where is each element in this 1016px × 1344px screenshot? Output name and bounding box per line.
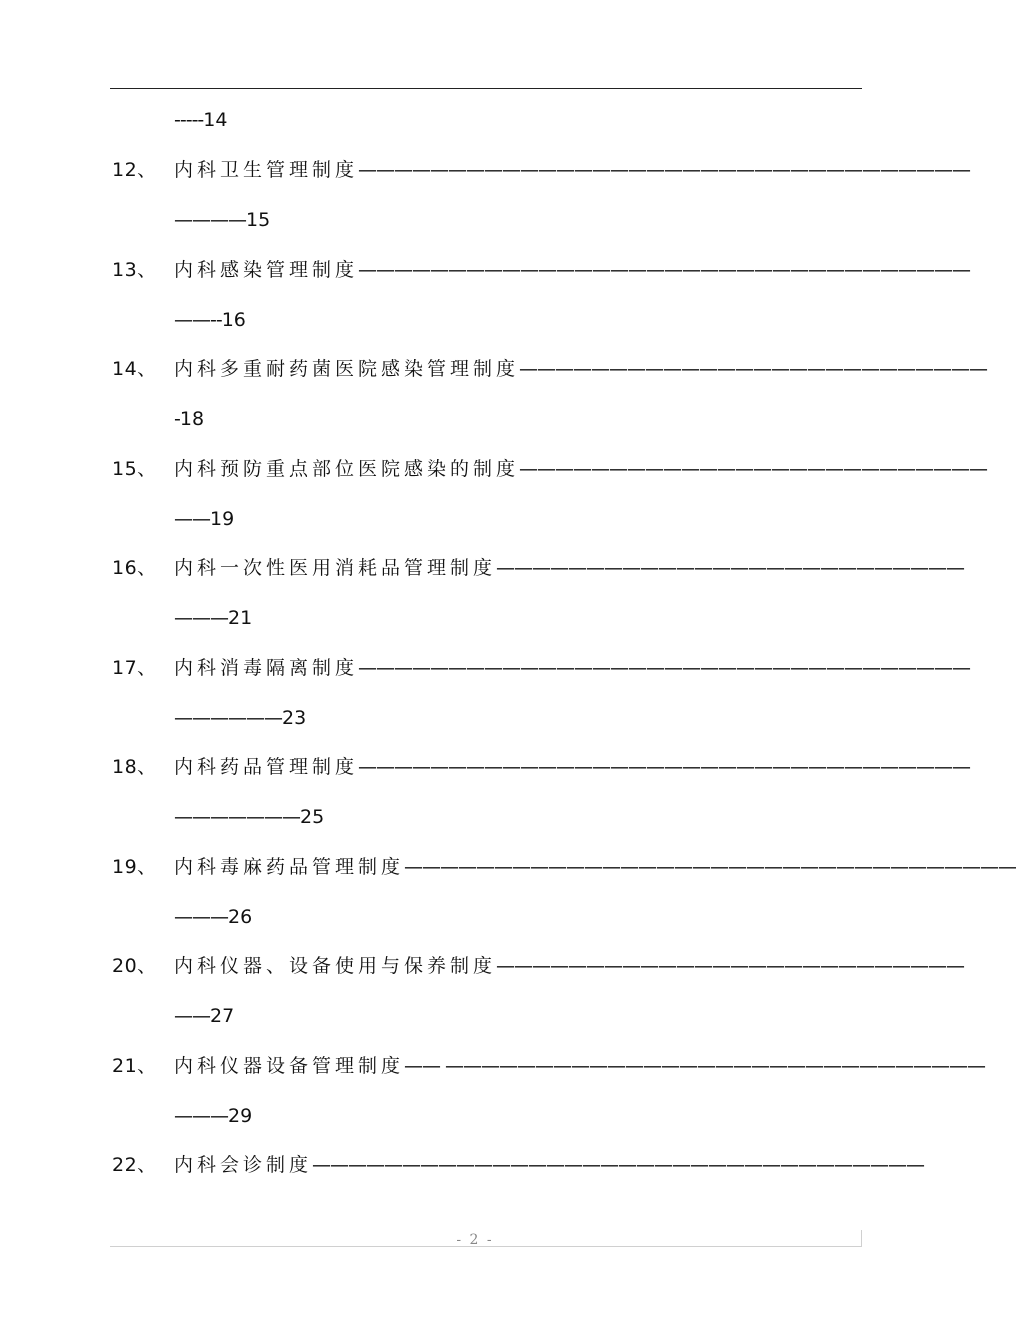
- toc-entry-number: 18、: [112, 756, 157, 778]
- toc-leader-dashes: ——————: [174, 707, 282, 729]
- toc-leader-dashes: ——————————————————————————————————: [358, 756, 971, 778]
- toc-leader-dashes: ———: [174, 1105, 228, 1127]
- toc-entry-number: 21、: [112, 1055, 157, 1077]
- page-number: - 2 -: [456, 1232, 494, 1248]
- toc-leader-dashes: ——————————————————————————————————: [358, 259, 971, 281]
- toc-leader-dashes: ———: [174, 607, 228, 629]
- toc-page-number: 19: [210, 508, 235, 530]
- toc-entry-title: 内科消毒隔离制度: [174, 657, 359, 679]
- toc-entry: [112, 357, 988, 381]
- toc-leader-dashes: ————: [174, 209, 246, 231]
- toc-entry-continuation: [174, 1004, 234, 1028]
- toc-entry-title: 内科一次性医用消耗品管理制度: [174, 557, 497, 579]
- toc-entry-title: 内科仪器设备管理制度: [174, 1055, 405, 1077]
- toc-entry: [112, 158, 971, 182]
- toc-page-number: 21: [228, 607, 253, 629]
- header-rule: [110, 88, 862, 89]
- toc-entry-continuation: [174, 407, 204, 431]
- toc-leader-dashes: ——————————————————————————: [496, 557, 965, 579]
- toc-entry-continuation: [174, 208, 270, 232]
- toc-entry-continuation: [174, 606, 252, 630]
- toc-page-number: 16: [221, 309, 246, 331]
- toc-page-number: 29: [228, 1105, 253, 1127]
- toc-entry-continuation: [174, 805, 324, 829]
- toc-page-number: 23: [282, 707, 307, 729]
- toc-entry-continuation: [174, 905, 252, 929]
- toc-page-number: 27: [210, 1005, 235, 1027]
- toc-continuation-lead: [174, 108, 227, 132]
- toc-entry-number: 22、: [112, 1154, 157, 1176]
- toc-entry-title: 内科会诊制度: [174, 1154, 313, 1176]
- toc-entry-number: 20、: [112, 955, 157, 977]
- toc-entry-continuation: [174, 507, 234, 531]
- toc-leader-dashes: —— ——————————————————————————————: [404, 1055, 986, 1077]
- toc-leader-dashes: -----: [174, 109, 204, 131]
- toc-entry: [112, 656, 971, 680]
- toc-page-number: 18: [179, 408, 205, 430]
- toc-entry-title: 内科药品管理制度: [174, 756, 359, 778]
- toc-leader-dashes: ——————————————————————————————————: [358, 657, 971, 679]
- toc-entry-number: 14、: [112, 358, 157, 380]
- toc-leader-dashes: ——————————————————————————: [496, 955, 965, 977]
- toc-entry-number: 17、: [112, 657, 157, 679]
- toc-entry: [112, 755, 971, 779]
- toc-entry-number: 15、: [112, 458, 157, 480]
- toc-entry-number: 13、: [112, 259, 157, 281]
- toc-entry: [112, 855, 1016, 879]
- toc-leader-dashes: ——--: [174, 309, 222, 331]
- toc-entry-title: 内科多重耐药菌医院感染管理制度: [174, 358, 520, 380]
- toc-leader-dashes: ——————————————————————————: [519, 458, 988, 480]
- toc-entry-title: 内科毒麻药品管理制度: [174, 856, 405, 878]
- toc-entry-title: 内科仪器、设备使用与保养制度: [174, 955, 497, 977]
- toc-entry-continuation: [174, 308, 246, 332]
- toc-leader-dashes: ——: [174, 1005, 210, 1027]
- toc-leader-dashes: ——————————————————————————————————: [312, 1154, 925, 1176]
- toc-leader-dashes: ———————: [174, 806, 300, 828]
- toc-entry-title: 内科感染管理制度: [174, 259, 359, 281]
- toc-entry-number: 12、: [112, 159, 157, 181]
- toc-entry: [112, 556, 965, 580]
- toc-page-number: 26: [228, 906, 253, 928]
- toc-entry-continuation: [174, 706, 306, 730]
- toc-page-number: 14: [203, 109, 228, 131]
- toc-leader-dashes: ——————————————————————————————————: [404, 856, 1016, 878]
- toc-page-number: 15: [246, 209, 271, 231]
- toc-entry: [112, 954, 965, 978]
- toc-entry-title: 内科卫生管理制度: [174, 159, 359, 181]
- toc-entry-continuation: [174, 1104, 252, 1128]
- toc-entry: [112, 1054, 986, 1078]
- toc-leader-dashes: ——: [174, 508, 210, 530]
- toc-entry: [112, 457, 988, 481]
- toc-leader-dashes: ——————————————————————————————————: [358, 159, 971, 181]
- toc-entry: [112, 1153, 925, 1177]
- toc-entry-number: 16、: [112, 557, 157, 579]
- toc-entry-number: 19、: [112, 856, 157, 878]
- toc-page-number: 25: [300, 806, 325, 828]
- toc-entry: [112, 258, 971, 282]
- toc-leader-dashes: -: [174, 408, 180, 430]
- toc-leader-dashes: ———: [174, 906, 228, 928]
- toc-leader-dashes: ——————————————————————————: [519, 358, 988, 380]
- toc-entry-title: 内科预防重点部位医院感染的制度: [174, 458, 520, 480]
